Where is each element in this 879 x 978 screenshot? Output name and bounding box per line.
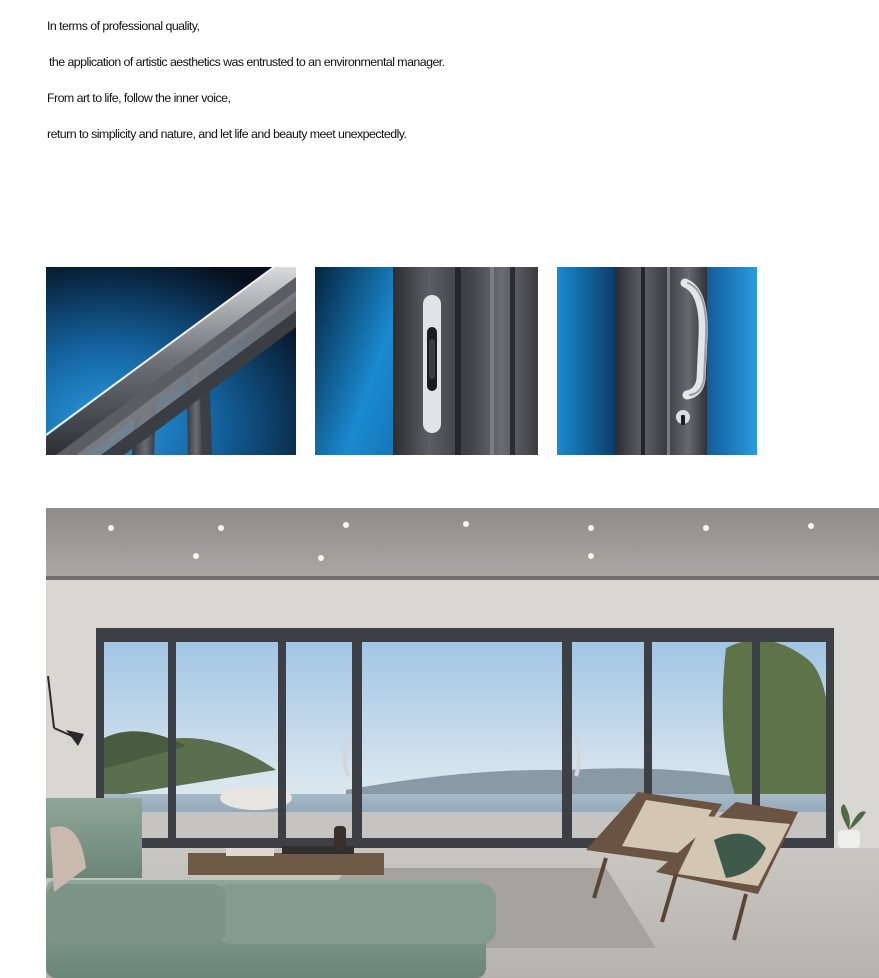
intro-line-3: From art to life, follow the inner voice, <box>47 91 231 105</box>
handle-detail-photo <box>557 267 757 455</box>
living-room-photo <box>46 508 879 978</box>
latch-detail-photo <box>315 267 538 455</box>
intro-line-4: return to simplicity and nature, and let life and beauty meet unexpectedly. <box>47 127 407 141</box>
frame-detail-photo <box>46 267 296 455</box>
intro-line-2: the application of artistic aesthetics was entrusted to an environmental manager. <box>49 55 445 69</box>
intro-text <box>47 18 807 162</box>
intro-line-1: In terms of professional quality, <box>47 19 200 33</box>
